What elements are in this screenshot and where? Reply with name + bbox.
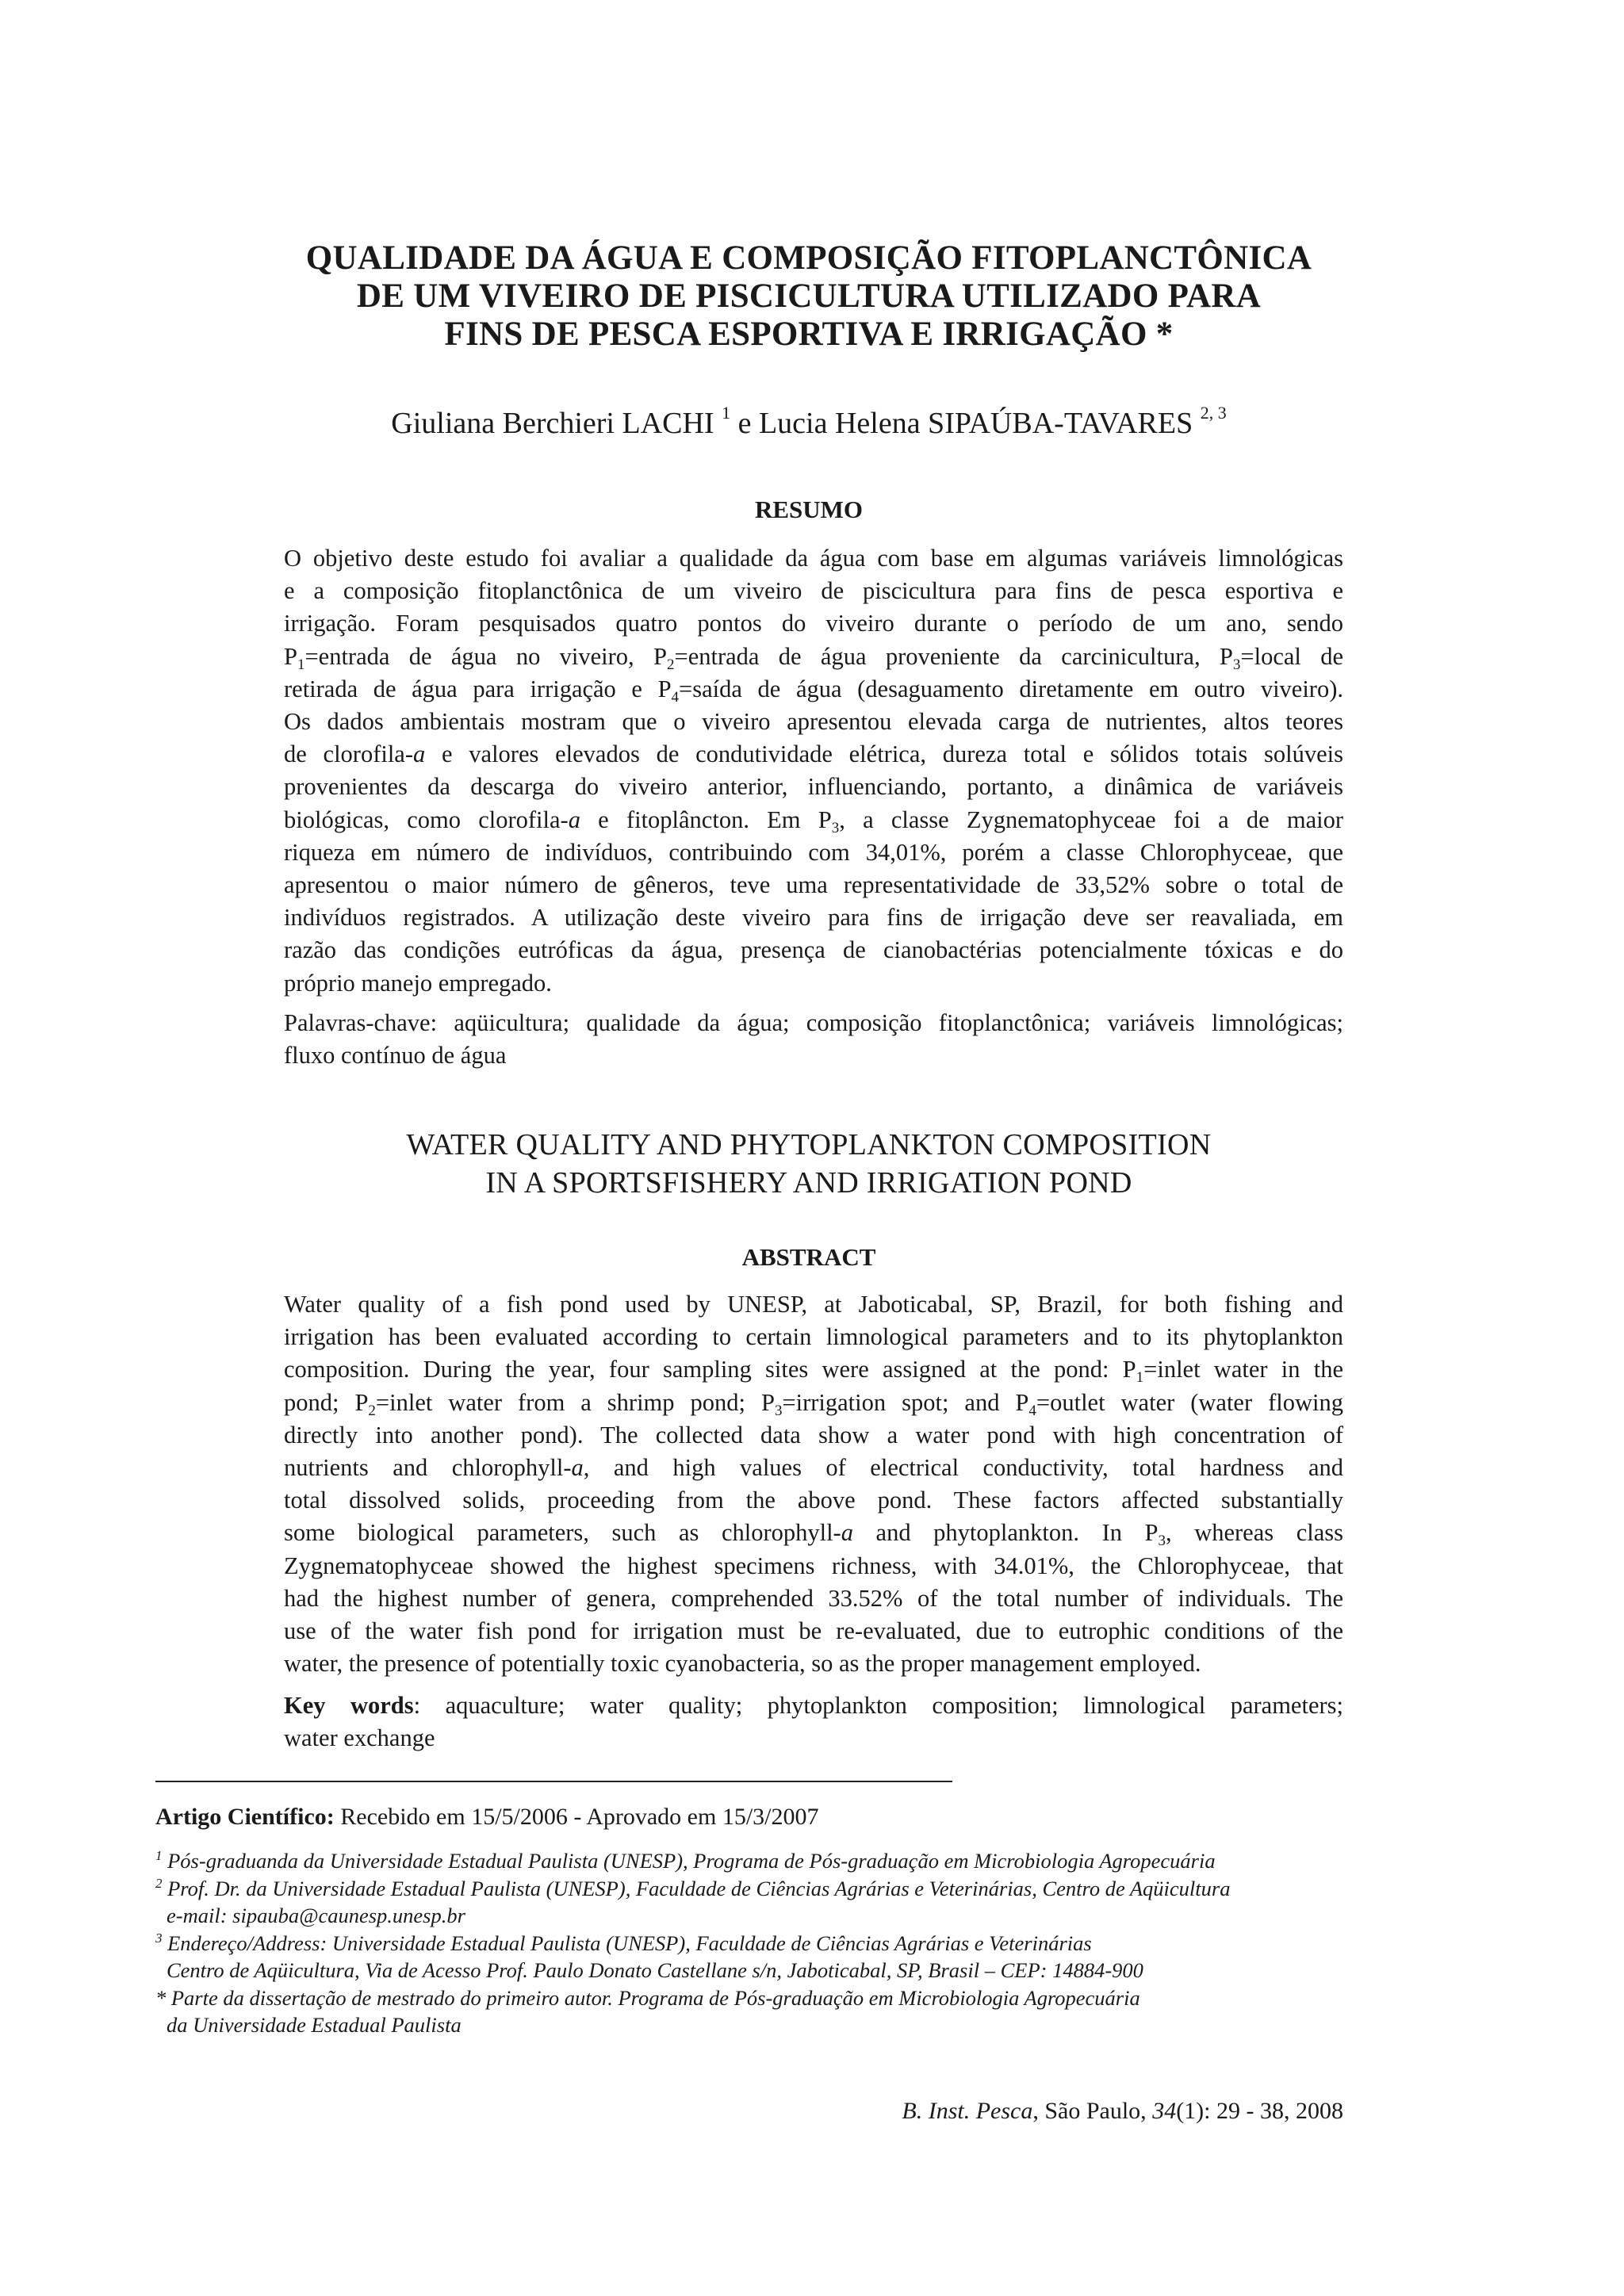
abstract-line: irrigation has been evaluated according to certain limnological parameters and to its phytoplankton [284, 1323, 1343, 1351]
author-join: e [737, 407, 752, 440]
footnotes [155, 1847, 1408, 2039]
resumo-line: Os dados ambientais mostram que o viveiro apresentou elevada carga de nutrientes, altos teores [284, 708, 1343, 736]
title-line-3: FINS DE PESCA ESPORTIVA E IRRIGAÇÃO * [444, 316, 1174, 353]
resumo-line: e a composição fitoplanctônica de um viveiro de piscicultura para fins de pesca esportiva e [284, 577, 1343, 605]
resumo-line: $P_1=entrada$ de água no viveiro, $P_2=entrada$ de água proveniente da carcinicultura, $P_3=local$ de [284, 642, 1343, 673]
article-type-label: Artigo Científico: [155, 1804, 335, 1830]
resumo-line: indivíduos registrados. A utilização deste viveiro para fins de irrigação deve ser reavaliada, em [284, 904, 1343, 932]
article-dates [155, 1803, 819, 1831]
abstract-line: water, the presence of potentially toxic cyanobacteria, so as the proper management employed. [284, 1650, 1201, 1678]
title-line-1: QUALIDADE DA ÁGUA E COMPOSIÇÃO FITOPLANCTÔNICA [305, 239, 1312, 277]
author-1: Giuliana Berchieri LACHI [391, 407, 714, 440]
footnote-4: * Parte da dissertação de mestrado do primeiro autor. Programa de Pós-graduação em Microbiologia Agropecuária [155, 1985, 1140, 2010]
english-title-line-2: IN A SPORTSFISHERY AND IRRIGATION POND [485, 1166, 1132, 1200]
abstract-heading: ABSTRACT [741, 1243, 876, 1271]
footnote-3-cont: Centro de Aqüicultura, Via de Acesso Prof. Paulo Donato Castellane s/n, Jaboticabal, SP, Brasil – CEP: 14884-900 [167, 1958, 1143, 1982]
journal-volume: 34 [1152, 2098, 1177, 2124]
palavras-chave-line: fluxo contínuo de água [284, 1042, 507, 1070]
palavras-chave [284, 1007, 1343, 1072]
resumo-line: provenientes da descarga do viveiro anterior, influenciando, portanto, a dinâmica de variáveis [284, 773, 1343, 801]
resumo-heading: RESUMO [754, 496, 864, 523]
key-words-label: Key words [284, 1692, 414, 1719]
abstract-line: total dissolved solids, proceeding from the above pond. These factors affected substantially [284, 1487, 1343, 1514]
resumo-line: O objetivo deste estudo foi avaliar a qualidade da água com base em algumas variáveis limnológicas [284, 545, 1343, 572]
footnote-divider [155, 1781, 952, 1782]
abstract-line: composition. During the year, four sampling sites were assigned at the pond: $P_1=inlet$ water in the [284, 1356, 1343, 1387]
footnote-1: $^1$ Pós-graduanda da Universidade Estadual Paulista (UNESP), Programa de Pós-graduação em Microbiologia Agropecuária [155, 1848, 1216, 1873]
abstract-line: nutrients and chlorophyll-a, and high values of electrical conductivity, total hardness and [284, 1454, 1344, 1482]
resumo-line: de clorofila-a e valores elevados de condutividade elétrica, dureza total e sólidos totais solúveis [284, 740, 1343, 768]
abstract-line: Water quality of a fish pond used by UNESP, at Jaboticabal, SP, Brazil, for both fishing and [284, 1291, 1343, 1318]
footnote-3: $^3$ Endereço/Address: Universidade Estadual Paulista (UNESP), Faculdade de Ciências Agrárias e Veterinárias [155, 1930, 1092, 1955]
resumo-line: riqueza em número de indivíduos, contribuindo com 34,01%, porém a classe Chlorophyceae, que [284, 838, 1343, 866]
resumo-body [284, 542, 1343, 1000]
title-line-2: DE UM VIVEIRO DE PISCICULTURA UTILIZADO PARA [356, 277, 1262, 315]
journal-citation: B. Inst. Pesca, São Paulo, 34(1): 29 - 38, 2008 [902, 2098, 1343, 2124]
abstract-line: pond; $P_2=inlet$ water from a shrimp pond; $P_3=irrigation$ spot; and $P_4=outlet$ water (water flowing [284, 1388, 1343, 1419]
resumo-line: retirada de água para irrigação e $P_4=saída$ de água (desaguamento diretamente em outro viveiro). [284, 675, 1343, 706]
palavras-chave-line: Palavras-chave: aqüicultura; qualidade da água; composição fitoplanctônica; variáveis limnológicas; [284, 1009, 1343, 1036]
footnote-2: $^2$ Prof. Dr. da Universidade Estadual Paulista (UNESP), Faculdade de Ciências Agrárias e Veterinárias, Centro de Aqüicultura [155, 1875, 1231, 1900]
abstract-line: use of the water fish pond for irrigation must be re-evaluated, due to eutrophic conditions of the [284, 1617, 1343, 1645]
abstract-body [284, 1288, 1343, 1680]
abstract-line: Zygnematophyceae showed the highest specimens richness, with 34.01%, the Chlorophyceae, that [284, 1552, 1343, 1579]
authors [238, 404, 1380, 442]
abstract-line: had the highest number of genera, comprehended 33.52% of the total number of individuals. The [284, 1584, 1343, 1612]
key-words-line: Key words: aquaculture; water quality; phytoplankton composition; limnological parameters; [284, 1692, 1343, 1719]
author-2-affiliation: 2, 3 [1200, 403, 1227, 423]
footnote-2-email: e-mail: sipauba@caunesp.unesp.br [167, 1904, 465, 1927]
article-received-approved: Recebido em 15/5/2006 - Aprovado em 15/3/2007 [334, 1804, 819, 1830]
resumo-line: irrigação. Foram pesquisados quatro pontos do viveiro durante o período de um ano, sendo [284, 610, 1343, 637]
footnote-4-cont: da Universidade Estadual Paulista [167, 2013, 462, 2037]
english-title [238, 1126, 1380, 1202]
abstract-line: directly into another pond). The collected data show a water pond with high concentration of [284, 1421, 1343, 1448]
journal-name: B. Inst. Pesca [902, 2098, 1033, 2124]
key-words-line: water exchange [284, 1724, 435, 1752]
abstract-line: some biological parameters, such as chlorophyll-a and phytoplankton. In $P_3$, whereas class [284, 1519, 1343, 1550]
author-1-affiliation: 1 [722, 403, 731, 423]
resumo-line: biológicas, como clorofila-a e fitoplâncton. Em $P_3$, a classe Zygnematophyceae foi a de maior [284, 806, 1344, 836]
english-title-line-1: WATER QUALITY AND PHYTOPLANKTON COMPOSITION [406, 1128, 1212, 1161]
resumo-line: apresentou o maior número de gêneros, teve uma representatividade de 33,52% sobre o total de [284, 871, 1343, 899]
paper-title [238, 239, 1380, 354]
author-2: Lucia Helena SIPAÚBA-TAVARES [758, 407, 1193, 440]
resumo-line: próprio manejo empregado. [284, 969, 552, 997]
key-words [284, 1689, 1343, 1755]
resumo-line: razão das condições eutróficas da água, presença de cianobactérias potencialmente tóxicas e do [284, 936, 1343, 964]
